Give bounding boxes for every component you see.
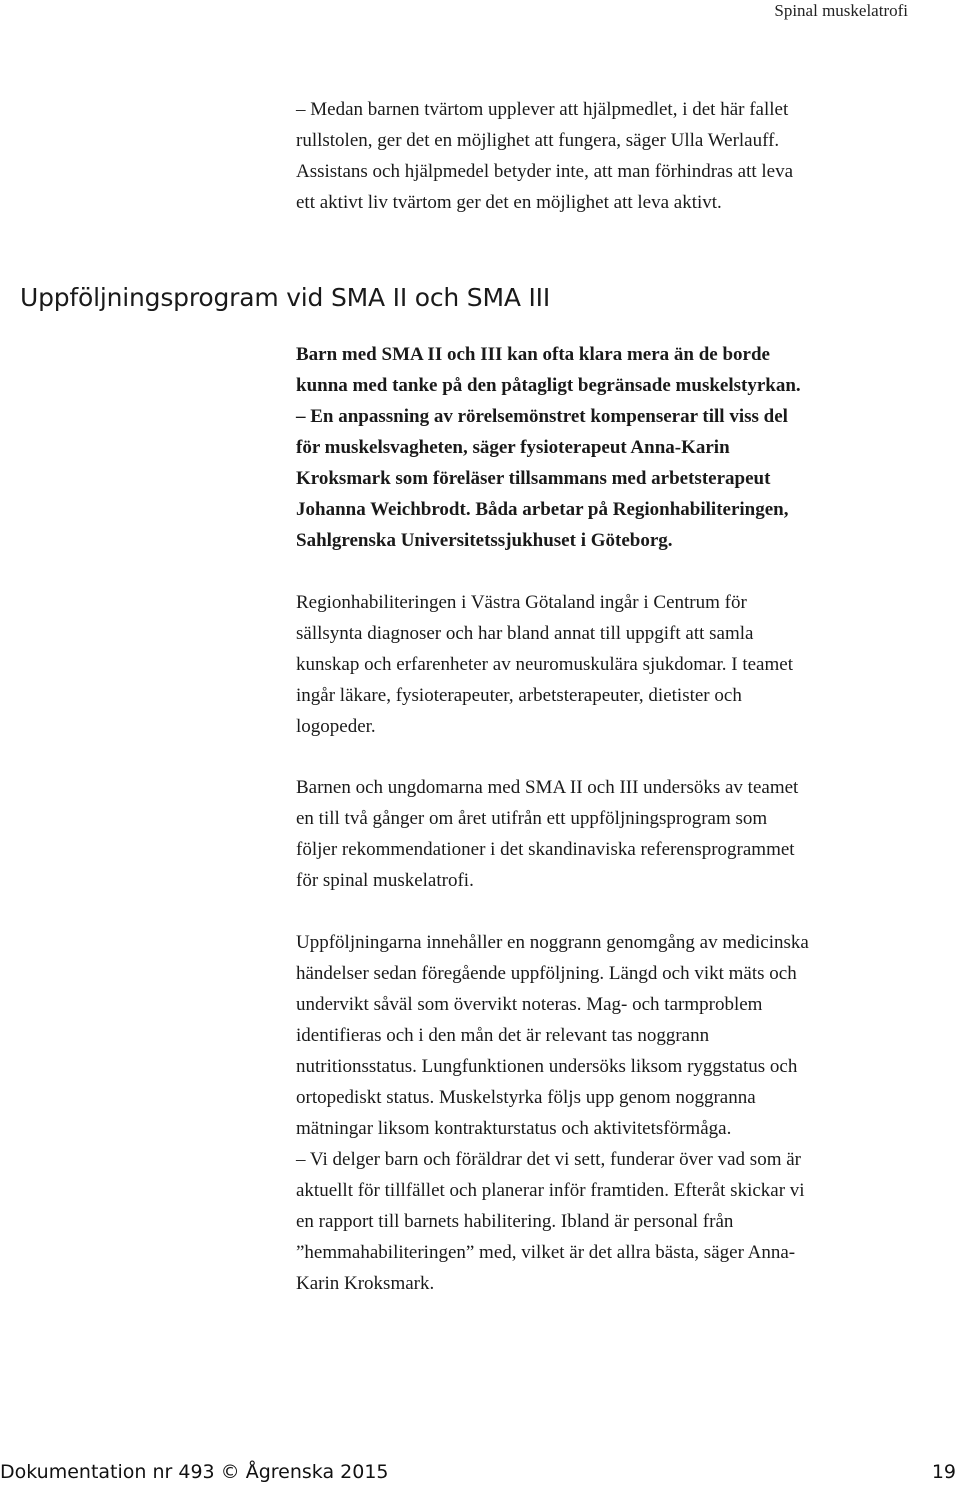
text-line: identifieras och i den mån det är relevant tas noggrann xyxy=(296,1025,710,1046)
body-paragraph-3 xyxy=(296,927,916,1299)
page-number: 19 xyxy=(931,1461,956,1483)
text-line: kunna med tanke på den påtagligt begränsade muskelstyrkan. xyxy=(296,375,801,396)
text-line: nutritionsstatus. Lungfunktionen undersöks liksom ryggstatus och xyxy=(296,1056,798,1077)
text-line: Barnen och ungdomarna med SMA II och III undersöks av teamet xyxy=(296,777,799,798)
text-line: för spinal muskelatrofi. xyxy=(296,870,474,891)
text-line: – Vi delger barn och föräldrar det vi sett, funderar över vad som är xyxy=(296,1149,801,1170)
text-line: Barn med SMA II och III kan ofta klara mera än de borde xyxy=(296,344,770,365)
text-line: Assistans och hjälpmedel betyder inte, att man förhindras att leva xyxy=(296,161,794,182)
text-line: logopeder. xyxy=(296,716,376,737)
text-line: – En anpassning av rörelsemönstret kompenserar till viss del xyxy=(296,406,788,427)
text-line: kunskap och erfarenheter av neuromuskulära sjukdomar. I teamet xyxy=(296,654,793,675)
body-paragraph-1 xyxy=(296,587,916,742)
text-line: Uppföljningarna innehåller en noggrann genomgång av medicinska xyxy=(296,932,809,953)
text-line: undervikt såväl som övervikt noteras. Mag- och tarmproblem xyxy=(296,994,763,1015)
text-line: Sahlgrenska Universitetssjukhuset i Göteborg. xyxy=(296,530,673,551)
text-line: följer rekommendationer i det skandinaviska referensprogrammet xyxy=(296,839,795,860)
section-heading: Uppföljningsprogram vid SMA II och SMA III xyxy=(20,283,550,312)
text-line: ett aktivt liv tvärtom ger det en möjlighet att leva aktivt. xyxy=(296,192,722,213)
text-line: Kroksmark som föreläser tillsammans med arbetsterapeut xyxy=(296,468,771,489)
text-line: ”hemmahabiliteringen” med, vilket är det allra bästa, säger Anna- xyxy=(296,1242,796,1263)
footer-publication: Dokumentation nr 493 © Ågrenska 2015 xyxy=(0,1461,389,1483)
text-line: ortopediskt status. Muskelstyrka följs upp genom noggranna xyxy=(296,1087,756,1108)
text-line: en till två gånger om året utifrån ett uppföljningsprogram som xyxy=(296,808,768,829)
text-line: händelser sedan föregående uppföljning. Längd och vikt mäts och xyxy=(296,963,797,984)
text-line: aktuellt för tillfället och planerar inför framtiden. Efteråt skickar vi xyxy=(296,1180,805,1201)
intro-paragraph xyxy=(296,94,916,218)
text-line: Karin Kroksmark. xyxy=(296,1273,435,1294)
text-line: mätningar liksom kontrakturstatus och aktivitetsförmåga. xyxy=(296,1118,732,1139)
text-line: för muskelsvagheten, säger fysioterapeut Anna-Karin xyxy=(296,437,730,458)
lead-paragraph xyxy=(296,339,916,556)
running-head: Spinal muskelatrofi xyxy=(774,1,908,20)
text-line: Regionhabiliteringen i Västra Götaland ingår i Centrum för xyxy=(296,592,747,613)
text-line: rullstolen, ger det en möjlighet att fungera, säger Ulla Werlauff. xyxy=(296,130,780,151)
text-line: – Medan barnen tvärtom upplever att hjälpmedlet, i det här fallet xyxy=(296,99,789,120)
body-paragraph-2 xyxy=(296,772,916,896)
text-line: en rapport till barnets habilitering. Ibland är personal från xyxy=(296,1211,734,1232)
text-line: Johanna Weichbrodt. Båda arbetar på Regionhabiliteringen, xyxy=(296,499,789,520)
text-line: sällsynta diagnoser och har bland annat till uppgift att samla xyxy=(296,623,754,644)
text-line: ingår läkare, fysioterapeuter, arbetsterapeuter, dietister och xyxy=(296,685,742,706)
